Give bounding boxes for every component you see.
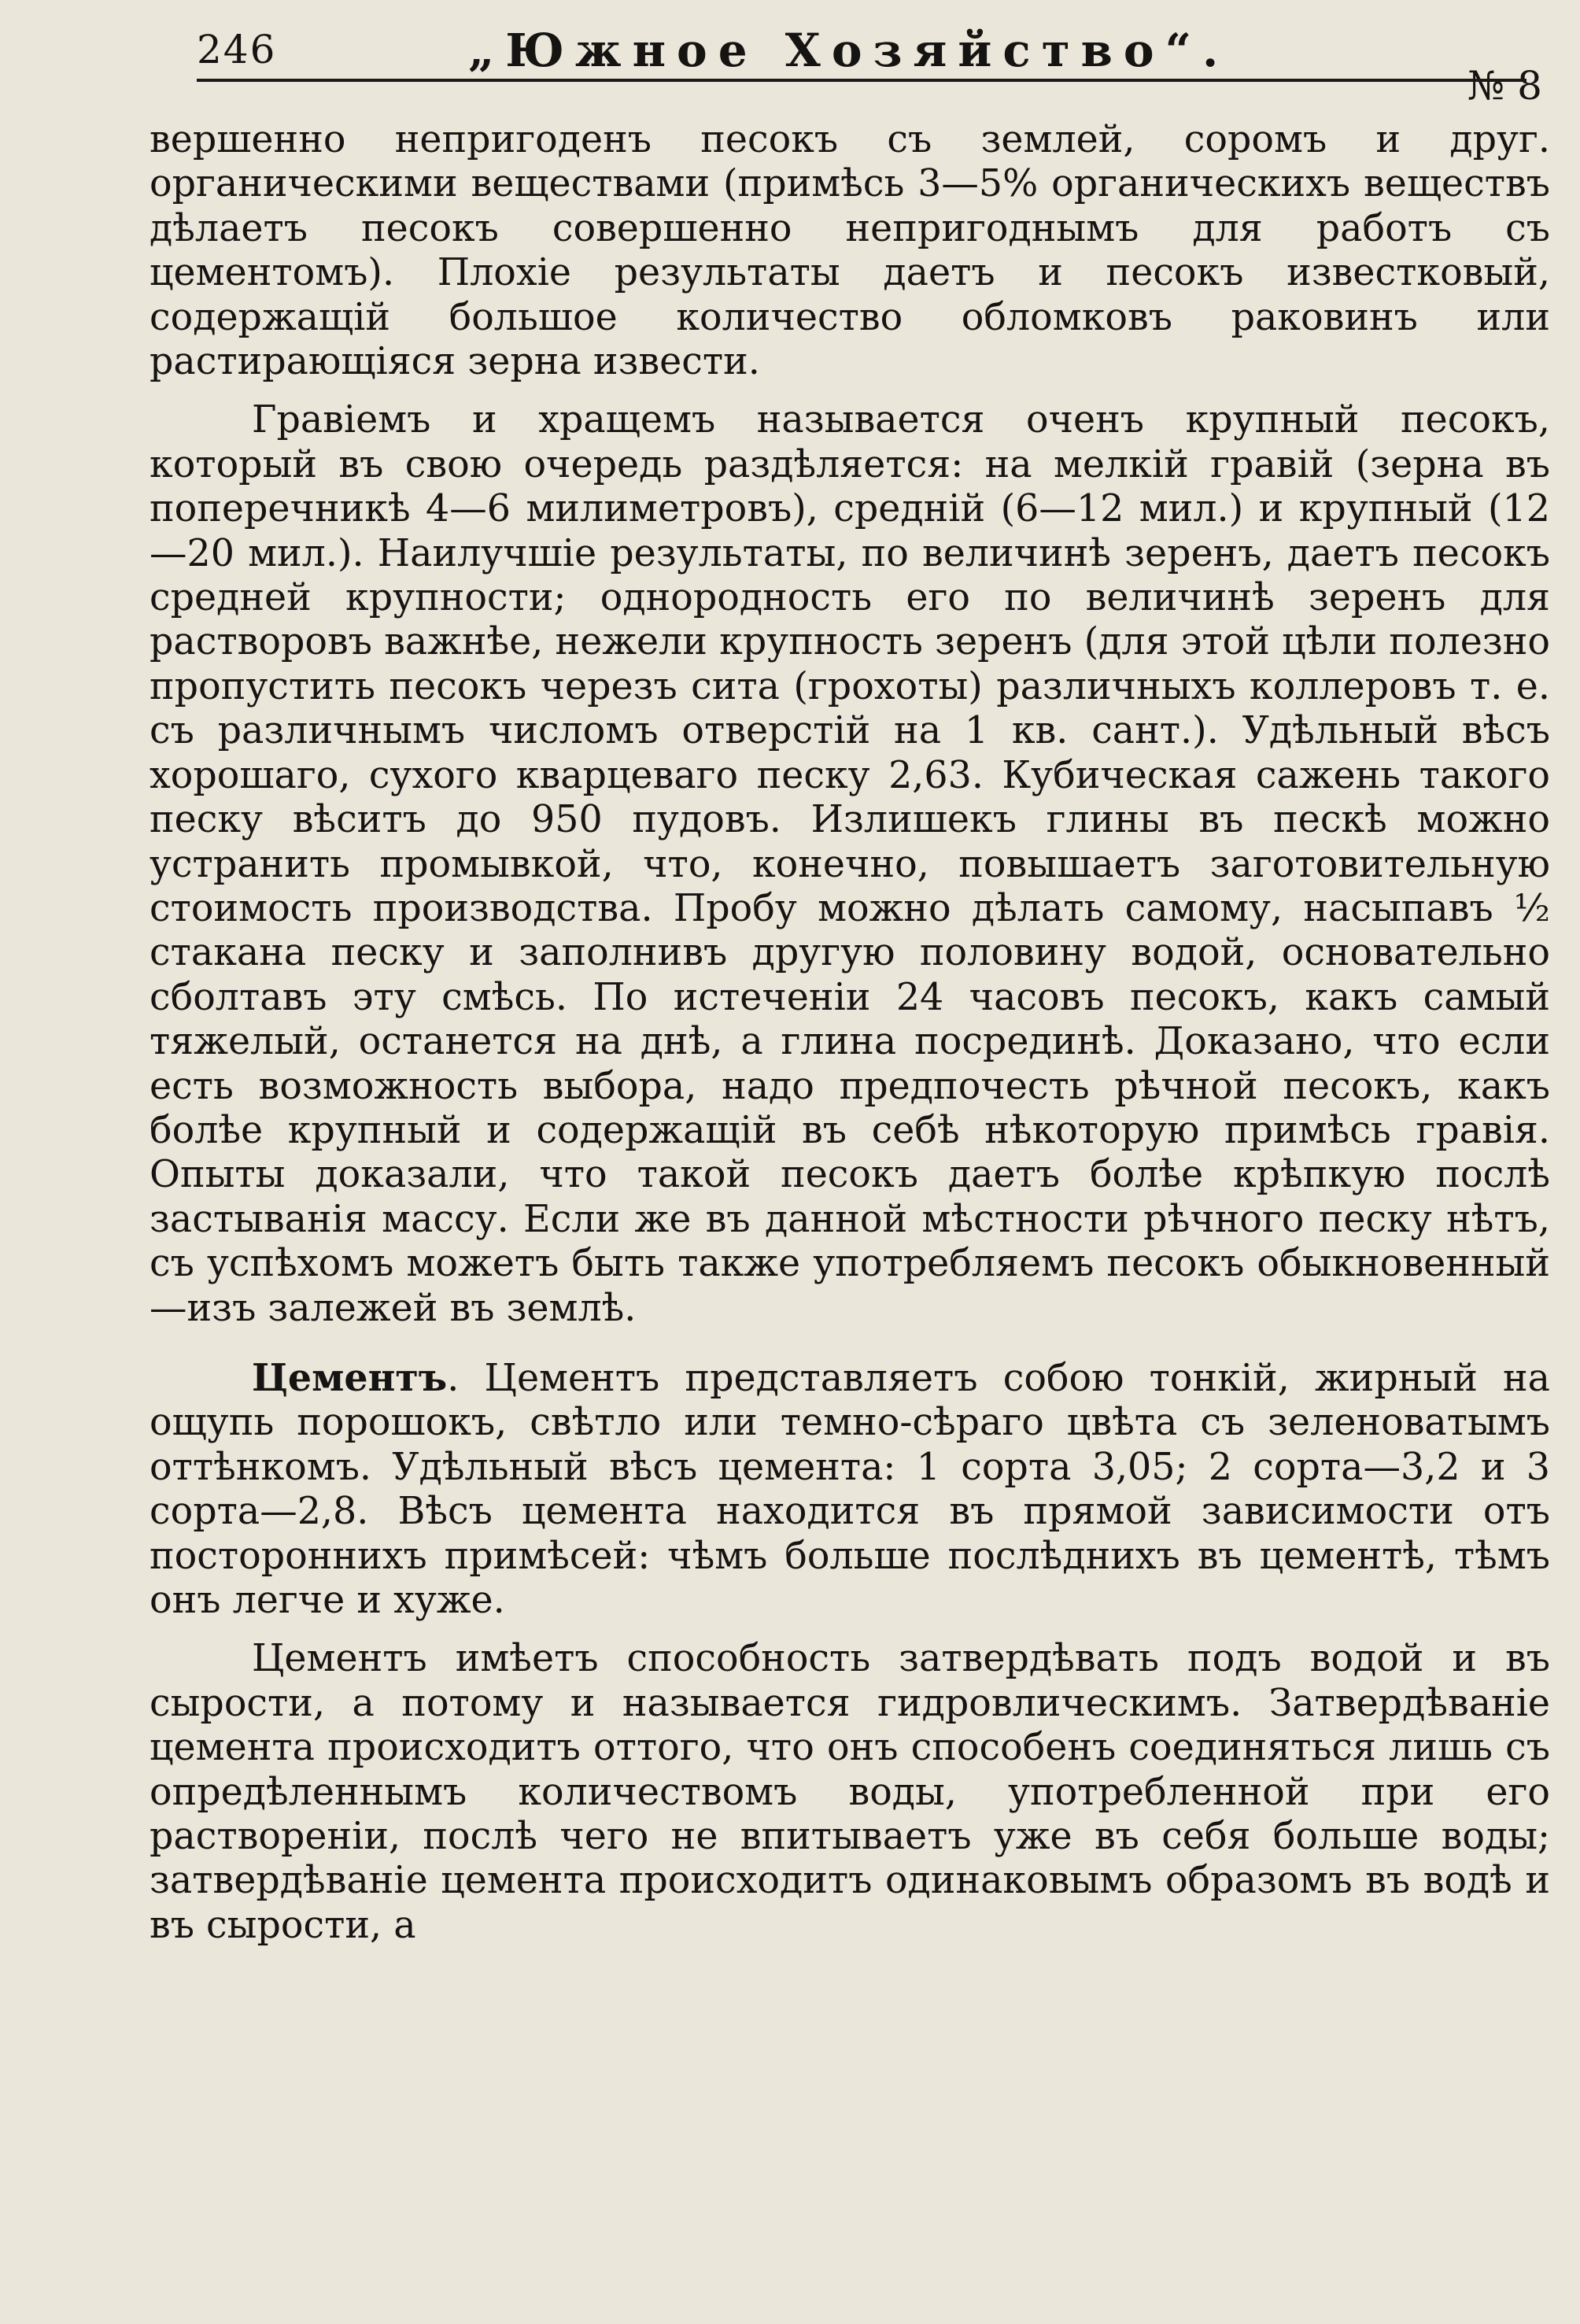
article-body: [150, 118, 1550, 1948]
paragraph-cement-hardening: Цементъ имѣетъ способность затвердѣвать подъ водой и въ сырости, а потому и называется гидровлическимъ. Затвердѣваніе цемента происходитъ оттого, что онъ способенъ соединяться лишь съ опредѣленнымъ количествомъ воды, употребленной при его раствореніи, послѣ чего не впитываетъ уже въ себя больше воды; затвердѣваніе цемента происходитъ одинаковымъ образомъ въ водѣ и въ сырости, а: [150, 1637, 1550, 1947]
paragraph-gravel: Гравіемъ и хращемъ называется оченъ крупный песокъ, который въ свою очередь раздѣляется: на мелкій гравій (зерна въ поперечникѣ 4—6 милиметровъ), среднiй (6—12 мил.) и крупный (12—20 мил.). Наилучшіе результаты, по величинѣ зеренъ, даетъ песокъ средней крупности; однородность его по величинѣ зеренъ для растворовъ важнѣе, нежели крупность зеренъ (для этой цѣли полезно пропустить песокъ черезъ сита (грохоты) различныхъ коллеровъ т. е. съ различнымъ числомъ отверстій на 1 кв. сант.). Удѣльный вѣсъ хорошаго, сухого кварцеваго песку 2,63. Кубическая сажень такого песку вѣситъ до 950 пудовъ. Излишекъ глины въ пескѣ можно устранить промывкой, что, конечно, повышаетъ заготовительную стоимость производства. Пробу можно дѣлать самому, насыпавъ ½ стакана песку и заполнивъ другую половину водой, основательно сболтавъ эту смѣсь. По истеченіи 24 часовъ песокъ, какъ самый тяжелый, останется на днѣ, а глина посрединѣ. Доказано, что если есть возможность выбора, надо предпочесть рѣчной песокъ, какъ болѣе крупный и содержащій въ себѣ нѣкоторую примѣсь гравія. Опыты доказали, что такой песокъ даетъ болѣе крѣпкую послѣ застыванія массу. Если же въ данной мѣстности рѣчного песку нѣтъ, съ успѣхомъ можетъ быть также употребляемъ песокъ обыкновенный—изъ залежей въ землѣ.: [150, 398, 1550, 1330]
paragraph-sand-impurities: вершенно непригоденъ песокъ съ землей, соромъ и друг. органическими веществами (примѣсь 3—5% органическихъ веществъ дѣлаетъ песокъ совершенно непригоднымъ для работъ съ цементомъ). Плохіе результаты даетъ и песокъ известковый, содержащій большое количество обломковъ раковинъ или растирающіяся зерна извести.: [150, 118, 1550, 384]
header-rule: [197, 79, 1526, 82]
issue-number: № 8: [1467, 63, 1542, 109]
page-header: [197, 17, 1542, 109]
cement-term: Цементъ: [252, 1355, 448, 1400]
paragraph-cement: [150, 1356, 1550, 1623]
page-number: 246: [197, 27, 277, 72]
cement-description: . Цементъ представляетъ собою тонкій, жирный на ощупь порошокъ, свѣтло или темно-сѣраго цвѣта съ зеленоватымъ оттѣнкомъ. Удѣльный вѣсъ цемента: 1 сорта 3,05; 2 сорта—3,2 и 3 сорта—2,8. Вѣсъ цемента находится въ прямой зависимости отъ постороннихъ примѣсей: чѣмъ больше послѣднихъ въ цементѣ, тѣмъ онъ легче и хуже.: [150, 1356, 1550, 1622]
journal-title: „Южное Хозяйство“.: [468, 24, 1230, 77]
